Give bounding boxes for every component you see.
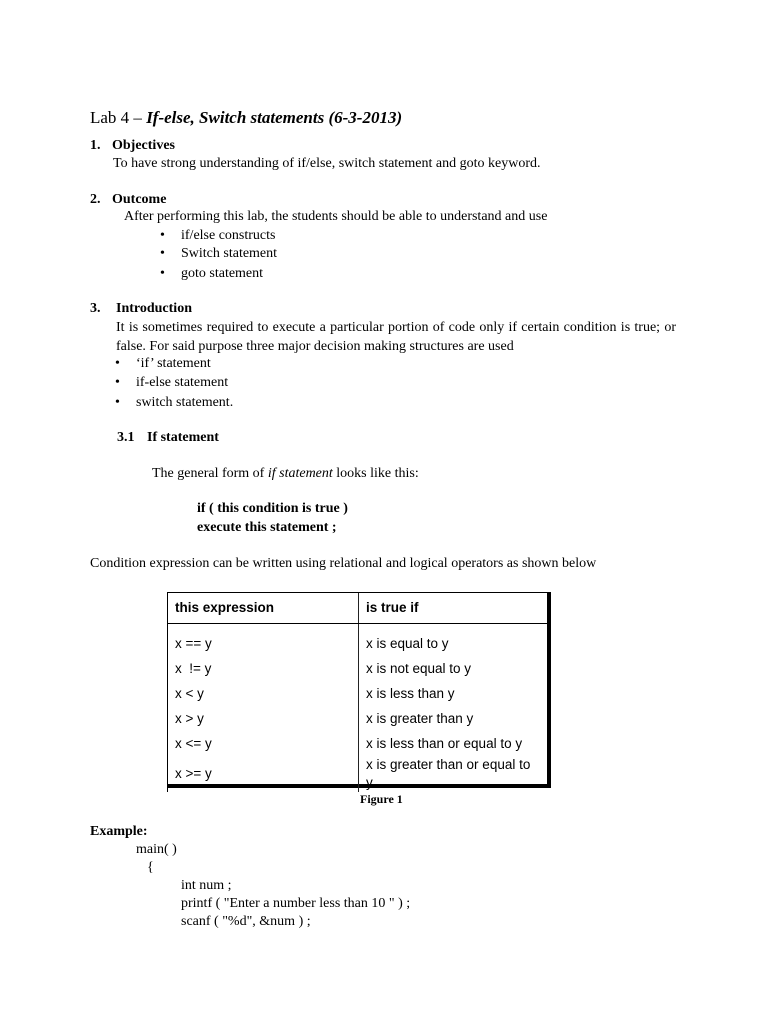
introduction-heading-text: Introduction [116, 301, 192, 316]
table-cell: x is not equal to y [359, 656, 548, 681]
lab-title [90, 109, 402, 127]
code-line: int num ; [181, 878, 232, 893]
introduction-text: It is sometimes required to execute a particular portion of code only if certain condition is true; or false. For said purpose three major decision making structures are used [116, 320, 676, 354]
table-row [168, 681, 548, 706]
code-line: printf ( "Enter a number less than 10 " ) ; [181, 896, 411, 911]
example-heading: Example: [90, 824, 148, 839]
table-header-cell: this expression [168, 593, 359, 624]
code-line: { [147, 860, 154, 875]
table-cell: x is equal to y [359, 631, 548, 656]
table-row [168, 656, 548, 681]
outcome-heading-text: Outcome [112, 192, 167, 207]
introduction-bullet: • ‘if’ statement [136, 355, 211, 373]
introduction-bullet: • if-else statement [136, 374, 228, 392]
table-row [168, 731, 548, 756]
if-statement-heading [117, 429, 219, 447]
table-cell: x != y [168, 656, 359, 681]
table-cell: x is greater than or equal to y [359, 756, 548, 792]
if-statement-number: 3.1 [117, 430, 135, 445]
objectives-heading [90, 137, 175, 155]
outcome-heading [90, 191, 166, 209]
table-cell: x == y [168, 631, 359, 656]
outcome-text: After performing this lab, the students should be able to understand and use [124, 209, 548, 224]
lab-title-main: If-else, Switch statements (6-3-2013) [146, 108, 403, 127]
table-row [168, 631, 548, 656]
table-cell: x >= y [168, 756, 359, 792]
general-form-italic: if statement [267, 466, 333, 481]
objectives-heading-text: Objectives [112, 138, 175, 153]
outcome-bullet: • Switch statement [181, 245, 277, 263]
outcome-bullet: • goto statement [181, 265, 263, 283]
table-cell: x <= y [168, 731, 359, 756]
if-statement-heading-text: If statement [147, 430, 219, 445]
condition-text: Condition expression can be written using relational and logical operators as shown below [90, 556, 597, 571]
outcome-bullet: • if/else constructs [181, 227, 275, 245]
table-cell: x > y [168, 706, 359, 731]
table-cell: x is greater than y [359, 706, 548, 731]
table-cell: x < y [168, 681, 359, 706]
introduction-heading [90, 300, 192, 318]
general-form-text [152, 465, 419, 483]
table-row [168, 756, 548, 792]
general-form-suffix: looks like this: [336, 466, 419, 481]
figure-caption: Figure 1 [360, 792, 403, 806]
table-row [168, 706, 548, 731]
code-line: main( ) [136, 842, 177, 857]
table-header-row [168, 593, 548, 624]
table-cell: x is less than y [359, 681, 548, 706]
table-header-cell: is true if [359, 593, 548, 624]
if-syntax-line: if ( this condition is true ) [197, 501, 348, 516]
operator-table [167, 592, 551, 788]
table-cell: x is less than or equal to y [359, 731, 548, 756]
if-syntax-line: execute this statement ; [197, 520, 337, 535]
objectives-number: 1. [90, 138, 101, 153]
outcome-number: 2. [90, 192, 101, 207]
general-form-prefix: The general form of [152, 466, 265, 481]
introduction-bullet: • switch statement. [136, 394, 233, 412]
introduction-number: 3. [90, 301, 101, 316]
lab-title-prefix: Lab 4 – [90, 108, 142, 127]
objectives-text: To have strong understanding of if/else, switch statement and goto keyword. [113, 156, 541, 171]
code-line: scanf ( "%d", &num ) ; [181, 914, 311, 929]
